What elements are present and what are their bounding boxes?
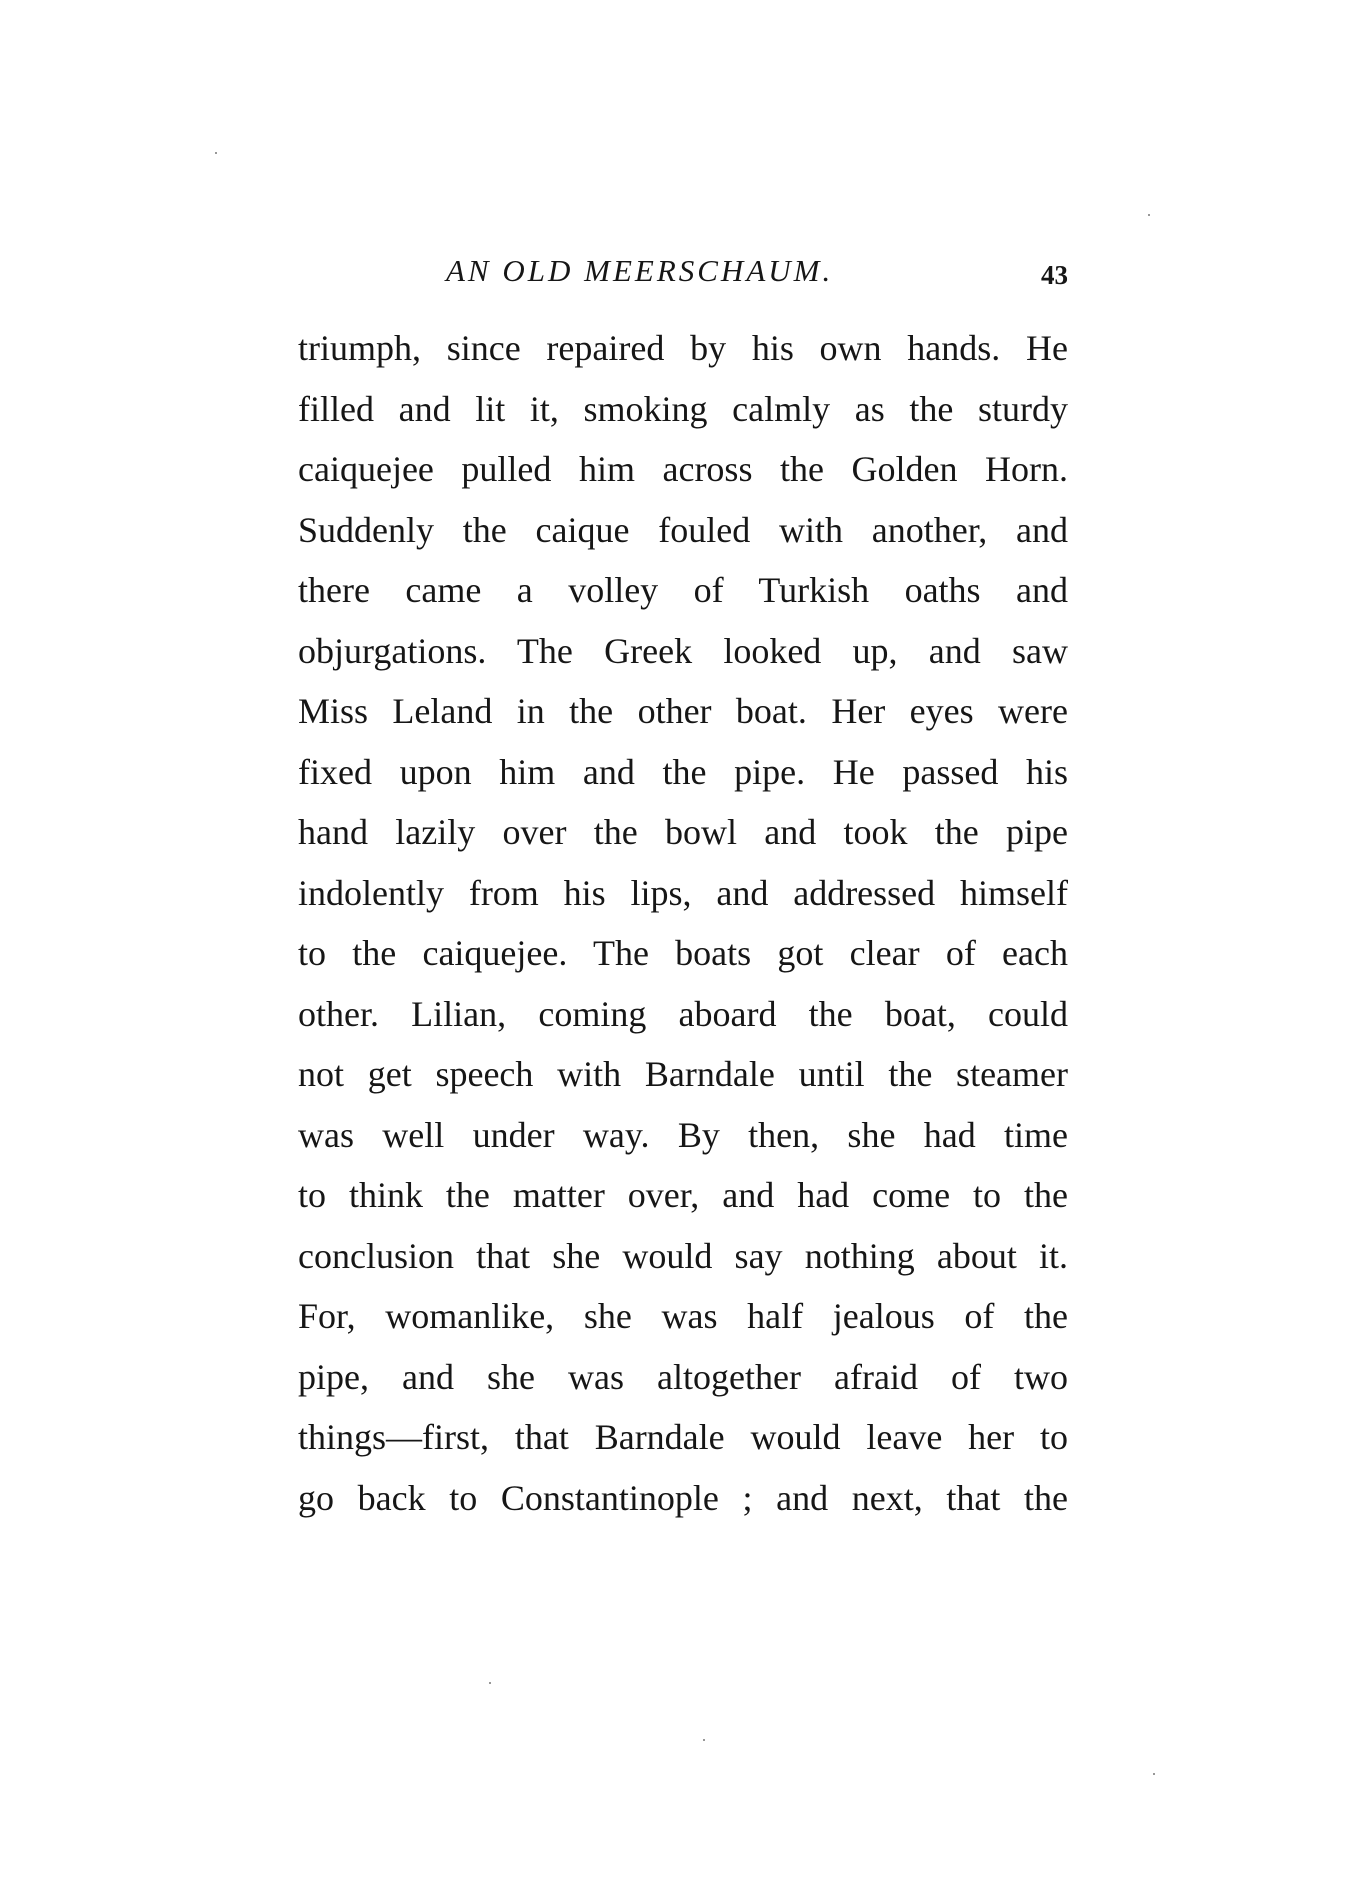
text-line: triumph, since repaired by his own hands. He — [298, 328, 1068, 368]
text-line: not get speech with Barndale until the steamer — [298, 1054, 1068, 1094]
text-line: to the caiquejee. The boats got clear of each — [298, 933, 1068, 973]
paper-speck — [489, 1682, 491, 1684]
text-line: go back to Constantinople ; and next, that the — [298, 1477, 1068, 1518]
text-line: indolently from his lips, and addressed himself — [298, 872, 1068, 913]
paper-speck — [703, 1739, 705, 1741]
text-line: hand lazily over the bowl and took the pipe — [298, 812, 1068, 852]
text-line: filled and lit it, smoking calmly as the sturdy — [298, 388, 1068, 429]
text-line: things—first, that Barndale would leave her to — [298, 1417, 1068, 1457]
body-text — [298, 318, 1068, 1528]
text-line: fixed upon him and the pipe. He passed his — [298, 751, 1068, 792]
text-line: other. Lilian, coming aboard the boat, could — [298, 993, 1068, 1034]
text-line: caiquejee pulled him across the Golden Horn. — [298, 449, 1068, 489]
text-line: For, womanlike, she was half jealous of the — [298, 1296, 1068, 1336]
text-line: there came a volley of Turkish oaths and — [298, 570, 1068, 610]
text-line: pipe, and she was altogether afraid of two — [298, 1356, 1068, 1397]
running-title: AN OLD MEERSCHAUM. — [446, 253, 834, 288]
page-number: 43 — [1041, 260, 1068, 290]
text-line: Miss Leland in the other boat. Her eyes were — [298, 691, 1068, 731]
text-line: Suddenly the caique fouled with another, and — [298, 509, 1068, 550]
paper-speck — [1148, 214, 1150, 216]
running-head — [298, 246, 1068, 296]
text-line: to think the matter over, and had come to the — [298, 1175, 1068, 1215]
text-line: was well under way. By then, she had time — [298, 1114, 1068, 1155]
text-line: objurgations. The Greek looked up, and saw — [298, 630, 1068, 671]
paper-speck — [1153, 1773, 1155, 1775]
paper-speck — [215, 152, 217, 154]
text-line: conclusion that she would say nothing about it. — [298, 1235, 1068, 1276]
